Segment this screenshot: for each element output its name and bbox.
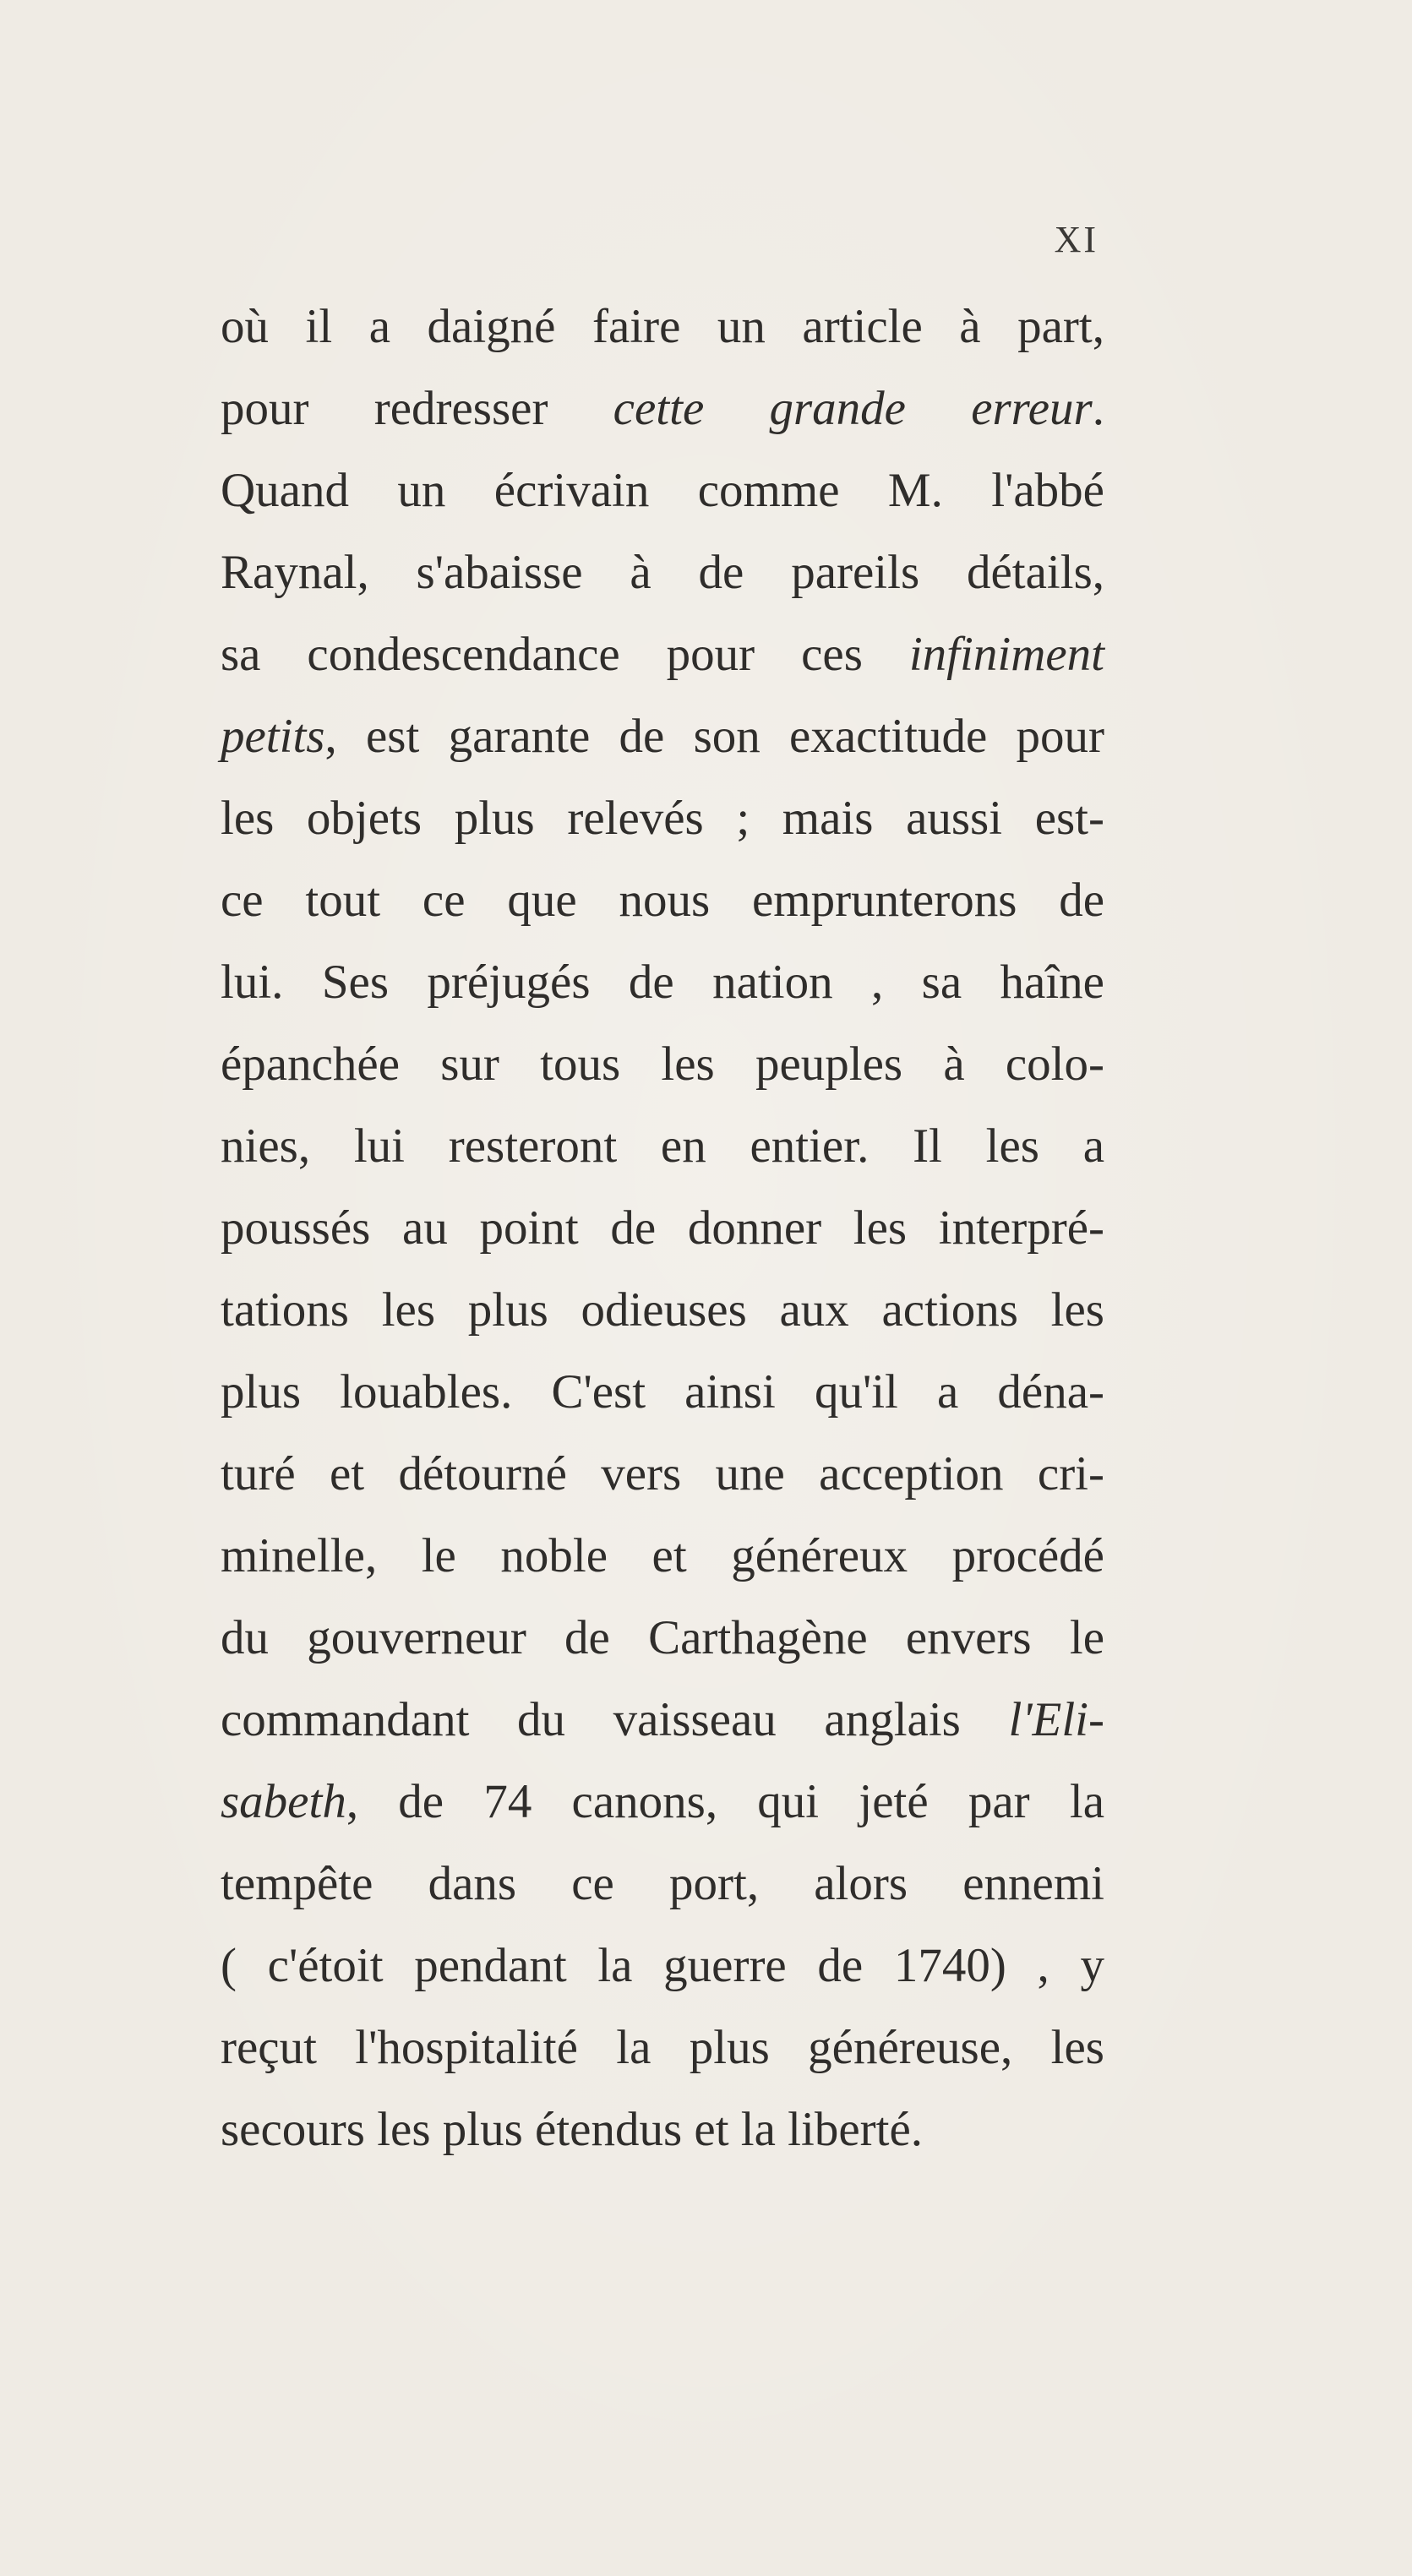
text-run: poussés au point de donner les interpré- — [221, 1201, 1104, 1255]
text-run: nies, lui resteront en entier. Il les a — [221, 1119, 1104, 1173]
text-run: où il a daigné faire un article à part, — [221, 300, 1104, 353]
italic-text: l'Eli- — [1008, 1693, 1104, 1746]
text-line — [221, 1597, 1104, 1679]
text-run: sa condescendance pour ces — [221, 628, 909, 681]
text-run: tempête dans ce port, alors ennemi — [221, 1857, 1104, 1910]
text-line — [221, 777, 1104, 859]
text-run: Raynal, s'abaisse à de pareils détails, — [221, 546, 1104, 599]
text-line — [221, 1187, 1104, 1269]
italic-text: sabeth — [221, 1775, 346, 1828]
italic-text: cette grande erreur — [613, 382, 1093, 435]
text-line — [221, 1433, 1104, 1515]
text-line — [221, 449, 1104, 531]
text-line — [221, 286, 1104, 368]
text-line — [221, 1761, 1104, 1843]
text-run: les objets plus relevés ; mais aussi est- — [221, 792, 1104, 845]
text-line — [221, 1515, 1104, 1597]
text-run: du gouverneur de Carthagène envers le — [221, 1611, 1104, 1664]
text-run: épanchée sur tous les peuples à colo- — [221, 1037, 1104, 1091]
text-run: ( c'étoit pendant la guerre de 1740) , y — [221, 1939, 1104, 1992]
text-line — [221, 368, 1104, 449]
text-run: tations les plus odieuses aux actions les — [221, 1283, 1104, 1337]
text-line — [221, 1843, 1104, 1925]
text-run: pour redresser — [221, 382, 613, 435]
text-line — [221, 1351, 1104, 1433]
text-run: , de 74 canons, qui jeté par la — [346, 1775, 1104, 1828]
text-run: Quand un écrivain comme M. l'abbé — [221, 464, 1104, 517]
text-line — [221, 1679, 1104, 1761]
text-run: turé et détourné vers une acception cri- — [221, 1447, 1104, 1500]
text-line — [221, 1105, 1104, 1187]
text-run: plus louables. C'est ainsi qu'il a déna- — [221, 1365, 1104, 1419]
text-run: , est garante de son exactitude pour — [324, 710, 1104, 763]
text-run: ce tout ce que nous emprunterons de — [221, 874, 1104, 927]
text-line — [221, 1023, 1104, 1105]
page-number: XI — [1054, 219, 1099, 260]
body-text — [221, 286, 1104, 2170]
italic-text: petits — [221, 710, 325, 763]
text-line — [221, 941, 1104, 1023]
text-line — [221, 1269, 1104, 1351]
text-line — [221, 859, 1104, 941]
text-line — [221, 2007, 1104, 2089]
text-line — [221, 613, 1104, 695]
text-line — [221, 531, 1104, 613]
text-run: lui. Ses préjugés de nation , sa haîne — [221, 956, 1104, 1009]
text-line — [221, 1925, 1104, 2007]
text-run: reçut l'hospitalité la plus généreuse, les — [221, 2021, 1104, 2074]
text-line — [221, 695, 1104, 777]
text-run: minelle, le noble et généreux procédé — [221, 1529, 1104, 1582]
text-run: . — [1092, 382, 1104, 435]
italic-text: infiniment — [908, 628, 1104, 681]
text-run: commandant du vaisseau anglais — [221, 1693, 1009, 1746]
text-line — [221, 2089, 1104, 2170]
text-run: secours les plus étendus et la liberté. — [221, 2103, 924, 2156]
